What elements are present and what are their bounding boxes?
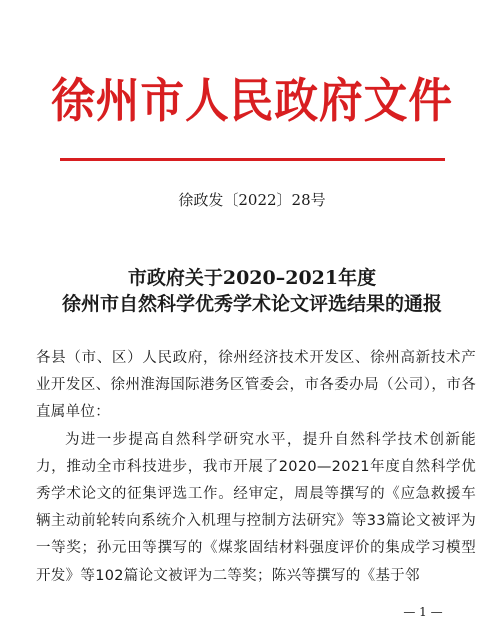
header-divider bbox=[60, 158, 445, 161]
document-title-line2: 徐州市自然科学优秀学术论文评选结果的通报 bbox=[61, 293, 442, 315]
document-number: 徐政发〔2022〕28号 bbox=[178, 191, 326, 209]
page-number: — 1 — bbox=[403, 605, 443, 619]
document-masthead: 徐州市人民政府文件 bbox=[51, 74, 453, 129]
body-paragraph: 为进一步提高自然科学研究水平，提升自然科学技术创新能力，推动全市科技进步，我市开展了2020—2021年度自然科学优秀学术论文的征集评选工作。经审定，周晨等撰写的《应急救援车辆主动前轮转向系统介入机理与控制方法研究》等33篇论文被评为一等奖；孙元田等撰写的《煤浆固结材料强度评价的集成学习模型开发》等102篇论文被评为二等奖；陈兴等撰写的《基于邻 bbox=[36, 431, 476, 584]
addressees: 各县（市、区）人民政府，徐州经济技术开发区、徐州高新技术产业开发区、徐州淮海国际港务区管委会，市各委办局（公司），市各直属单位： bbox=[36, 350, 476, 421]
document-body bbox=[36, 345, 476, 590]
document-title-line1: 市政府关于2020–2021年度 bbox=[127, 267, 377, 289]
